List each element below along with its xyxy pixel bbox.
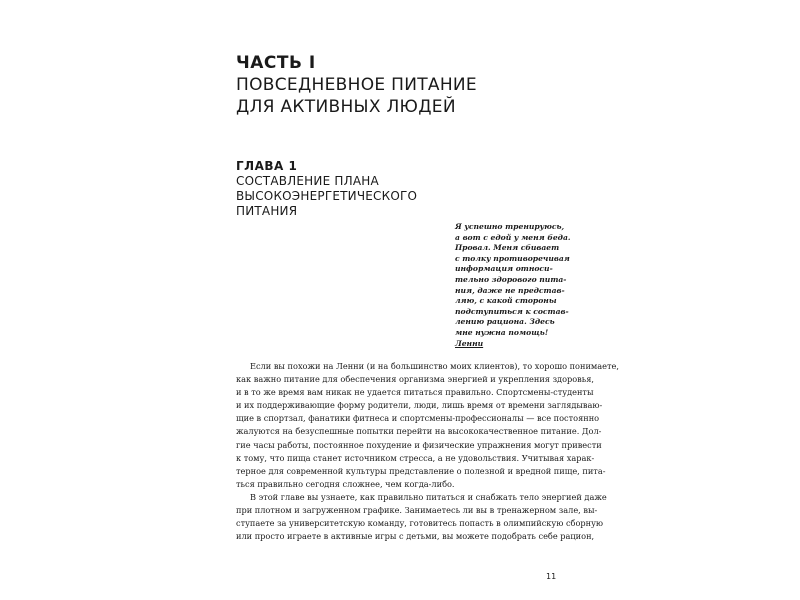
body-text: [236, 360, 619, 543]
body-line: гие часы работы, постоянное похудение и физические упражнения могут привести: [236, 439, 602, 450]
part-label: ЧАСТЬ I: [236, 53, 316, 73]
body-line: щие в спортзал, фанатики фитнеса и спортсмены-профессионалы — все постоянно: [236, 413, 600, 424]
body-line: как важно питание для обеспечения организма энергией и укрепления здоровья,: [236, 374, 595, 385]
epigraph-author: Ленни: [455, 338, 484, 348]
part-title-line: ПОВСЕДНЕВНОЕ ПИТАНИЕ: [236, 75, 477, 95]
part-title: [236, 74, 477, 118]
epigraph-line: тельно здорового пита-: [455, 274, 567, 284]
body-line: или просто играете в активные игры с детьми, вы можете подобрать себе рацион,: [236, 531, 595, 542]
chapter-label: ГЛАВА 1: [236, 159, 298, 173]
epigraph-line: информация относи-: [455, 264, 553, 274]
chapter-title: [236, 174, 417, 219]
page-number: 11: [546, 572, 557, 581]
body-line: и в то же время вам никак не удается питаться правильно. Спортсмены-студенты: [236, 387, 594, 398]
body-line: жалуются на безуспешные попытки перейти на высококачественное питание. Дол-: [236, 426, 602, 437]
chapter-title-line: ВЫСОКОЭНЕРГЕТИЧЕСКОГО: [236, 189, 418, 203]
body-line: В этой главе вы узнаете, как правильно питаться и снабжать тело энергией даже: [250, 491, 607, 502]
epigraph-line: Провал. Меня сбивает: [455, 243, 560, 253]
epigraph-line: ния, даже не представ-: [455, 285, 565, 295]
chapter-title-line: ПИТАНИЯ: [236, 204, 298, 218]
body-line: и их поддерживающие форму родители, люди, лишь время от времени заглядываю-: [236, 400, 603, 411]
epigraph-quote: [455, 222, 575, 349]
body-line: ступаете за университетскую команду, готовитесь попасть в олимпийскую сборную: [236, 518, 604, 529]
epigraph-line: мне нужна помощь!: [455, 327, 549, 337]
epigraph-line: лению рациона. Здесь: [455, 317, 555, 327]
body-line: при плотном и загруженном графике. Занимаетесь ли вы в тренажерном зале, вы-: [236, 505, 598, 516]
body-line: к тому, что пища станет источником стресса, а не удовольствия. Учитывая харак-: [236, 452, 595, 463]
body-line: Если вы похожи на Ленни (и на большинство моих клиентов), то хорошо понимаете,: [250, 361, 619, 371]
part-title-line: ДЛЯ АКТИВНЫХ ЛЮДЕЙ: [236, 97, 456, 117]
epigraph-line: ляю, с какой стороны: [455, 296, 557, 306]
body-line: терное для современной культуры представление о полезной и вредной пище, пита-: [236, 465, 606, 476]
epigraph-line: подступиться к состав-: [455, 306, 569, 316]
body-line: ться правильно сегодня сложнее, чем когда-либо.: [236, 478, 455, 489]
epigraph-line: с толку противоречивая: [455, 253, 570, 263]
epigraph-line: Я успешно тренируюсь,: [455, 222, 565, 231]
epigraph-line: а вот с едой у меня беда.: [455, 232, 571, 242]
chapter-title-line: СОСТАВЛЕНИЕ ПЛАНА: [236, 174, 379, 188]
